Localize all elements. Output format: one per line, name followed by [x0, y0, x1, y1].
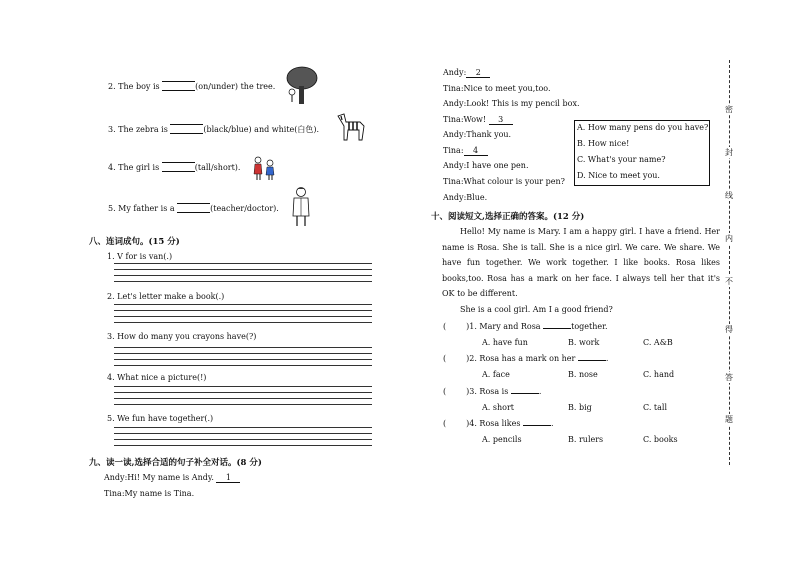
writing-lines[interactable] [114, 386, 372, 405]
two-girls-image [252, 154, 278, 182]
writing-lines[interactable] [114, 347, 372, 366]
q1-option-c[interactable]: C. A&B [643, 338, 673, 347]
answer-blank[interactable] [162, 162, 195, 172]
option-a: A. How many pens do you have? [577, 123, 709, 132]
seal-char: 封 [725, 148, 733, 157]
q4-option-b[interactable]: B. rulers [568, 435, 604, 444]
q8-item-2: 2. Let's letter make a book(.) [107, 292, 225, 301]
answer-slot[interactable]: 2 [466, 68, 490, 78]
q4-option-c[interactable]: C. books [643, 435, 678, 444]
dialog-line: Tina:Wow! 3 [443, 115, 513, 125]
q9-heading: 九、读一读,选择合适的句子补全对话。(8 分) [89, 458, 262, 468]
q2-option-c[interactable]: C. hand [643, 370, 675, 379]
q8-heading: 八、连词成句。(15 分) [89, 237, 180, 247]
dialog-line: Andy: 2 [443, 68, 490, 78]
option-d: D. Nice to meet you. [577, 171, 660, 180]
seal-char: 答 [725, 373, 733, 382]
zebra-image [334, 110, 368, 144]
dialog-line: Tina:Nice to meet you,too. [443, 84, 551, 93]
q1-option-a[interactable]: A. have fun [482, 338, 528, 347]
q2-option-b[interactable]: B. nose [568, 370, 598, 379]
question-2: ( )2. Rosa has a mark on her . [443, 354, 609, 363]
answer-blank[interactable] [177, 203, 210, 213]
q7-item-2: 2. The boy is (on/under) the tree. [108, 82, 276, 91]
q10-heading: 十、阅读短文,选择正确的答案。(12 分) [431, 212, 585, 222]
answer-slot[interactable]: 3 [489, 115, 513, 125]
q3-option-a[interactable]: A. short [482, 403, 514, 412]
q8-item-4: 4. What nice a picture(!) [107, 373, 207, 382]
dialog-line: Andy:Hi! My name is Andy. 1 [104, 473, 240, 483]
question-3: ( )3. Rosa is . [443, 387, 542, 396]
q7-item-5: 5. My father is a (teacher/doctor). [108, 204, 279, 213]
option-c: C. What's your name? [577, 155, 666, 164]
q8-item-5: 5. We fun have together(.) [107, 414, 214, 423]
answer-blank[interactable] [162, 81, 195, 91]
seal-char: 内 [725, 234, 733, 243]
dialog-line: Andy:Thank you. [443, 130, 512, 139]
seal-char: 密 [725, 105, 733, 114]
dialog-line: Andy:I have one pen. [443, 161, 529, 170]
writing-lines[interactable] [114, 304, 372, 323]
reading-passage: Hello! My name is Mary. I am a happy girl. I have a friend. Her name is Rosa. She is tall. She is a nice girl. We care. We share. We have fun together. We work together. I like books. Rosa likes books,too. Rosa has a mark on her face. I always tell her that it's OK to be different. [442, 227, 720, 298]
options-box [574, 120, 710, 186]
seal-line [729, 60, 730, 465]
seal-char: 不 [725, 277, 733, 286]
q7-item-3: 3. The zebra is (black/blue) and white(白色). [108, 125, 320, 134]
q3-option-b[interactable]: B. big [568, 403, 592, 412]
writing-lines[interactable] [114, 263, 372, 282]
q1-option-b[interactable]: B. work [568, 338, 600, 347]
seal-char: 题 [725, 415, 733, 424]
seal-char: 得 [725, 325, 733, 334]
q4-option-a[interactable]: A. pencils [482, 435, 522, 444]
answer-blank[interactable] [511, 393, 539, 394]
answer-slot[interactable]: 4 [464, 146, 488, 156]
dialog-line: Tina:What colour is your pen? [443, 177, 565, 186]
q3-option-c[interactable]: C. tall [643, 403, 668, 412]
q7-item-4: 4. The girl is (tall/short). [108, 163, 241, 172]
answer-blank[interactable] [543, 328, 571, 329]
seal-char: 线 [725, 191, 733, 200]
answer-blank[interactable] [170, 124, 203, 134]
answer-slot[interactable]: 1 [216, 473, 240, 483]
question-4: ( )4. Rosa likes . [443, 419, 554, 428]
dialog-line: Andy:Blue. [443, 193, 488, 202]
writing-lines[interactable] [114, 427, 372, 446]
option-b: B. How nice! [577, 139, 630, 148]
q8-item-3: 3. How do many you crayons have(?) [107, 332, 257, 341]
q8-item-1: 1. V for is van(.) [107, 252, 173, 261]
dialog-line: Tina:My name is Tina. [104, 489, 195, 498]
dialog-line: Tina: 4 [443, 146, 488, 156]
answer-blank[interactable] [523, 425, 551, 426]
reading-passage-end: She is a cool girl. Am I a good friend? [460, 305, 613, 314]
dialog-line: Andy:Look! This is my pencil box. [443, 99, 580, 108]
boy-under-tree-image [284, 66, 320, 106]
q2-option-a[interactable]: A. face [482, 370, 510, 379]
doctor-image [288, 186, 314, 228]
answer-blank[interactable] [578, 360, 606, 361]
question-1: ( )1. Mary and Rosa together. [443, 322, 608, 331]
